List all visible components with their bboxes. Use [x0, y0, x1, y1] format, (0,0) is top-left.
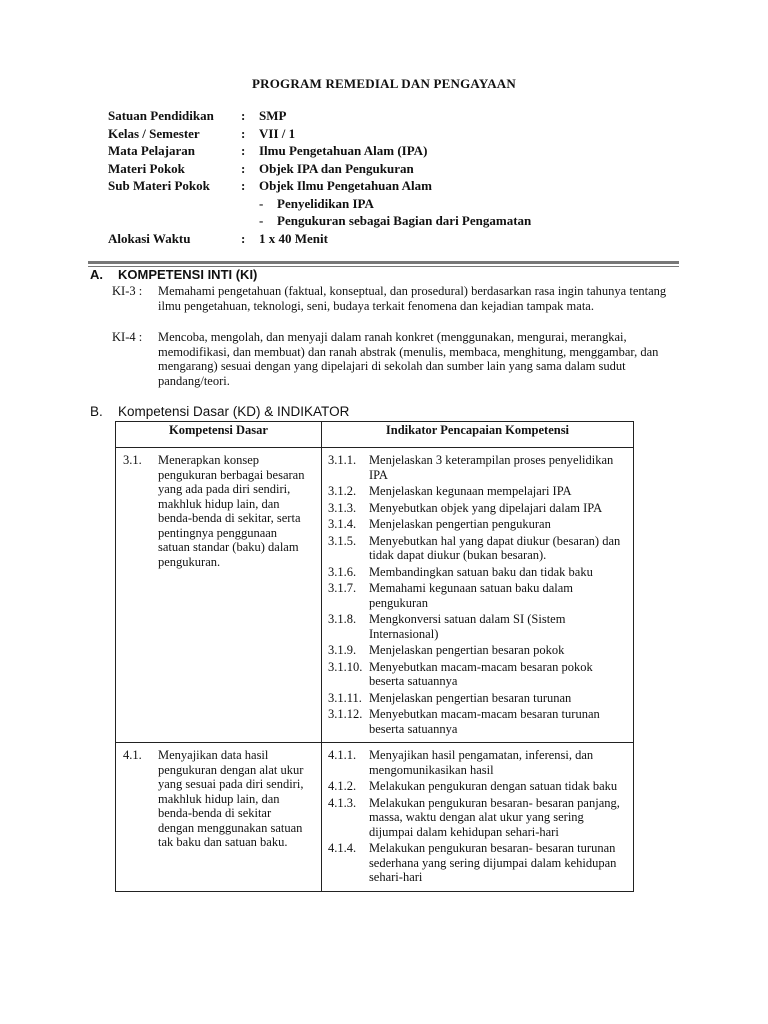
mapel-value: Ilmu Pengetahuan Alam (IPA) — [259, 143, 428, 158]
indicator-item — [328, 534, 628, 563]
indicator-text: Membandingkan satuan baku dan tidak baku — [368, 564, 593, 579]
kd-cell — [116, 743, 322, 892]
sub-materi-row — [108, 177, 531, 195]
table-row — [116, 743, 634, 892]
section-b-title: Kompetensi Dasar (KD) & INDIKATOR — [118, 404, 350, 419]
ki-3-item — [112, 284, 678, 313]
indicator-number: 3.1.12. — [327, 707, 363, 721]
ki-3-text: Memahami pengetahuan (faktual, konseptual, dan prosedural) berdasarkan rasa ingin tahunya tentang ilmu pengetahuan, teknologi, seni, budaya terkait fenomena dan kejadian tampak mata. — [158, 284, 667, 313]
colon: : — [241, 143, 246, 158]
indicator-item — [328, 612, 628, 641]
colon: : — [241, 160, 246, 176]
materi-row — [108, 160, 531, 178]
indicator-number: 4.1.2. — [327, 779, 357, 793]
indicator-item — [328, 581, 628, 610]
mapel-label: Mata Pelajaran — [108, 143, 196, 158]
section-b-heading — [90, 404, 349, 419]
indicator-number: 3.1.2. — [327, 484, 357, 498]
satuan-row — [108, 107, 531, 125]
indicator-text: Menjelaskan pengertian besaran pokok — [368, 643, 565, 657]
indicator-number: 4.1.1. — [327, 748, 357, 762]
divider-thick — [88, 261, 679, 264]
sub-materi-value: Objek Ilmu Pengetahuan Alam — [259, 178, 432, 193]
indicator-item — [328, 643, 628, 658]
indicator-item — [328, 501, 628, 516]
section-a-number: A. — [90, 267, 103, 282]
indicator-text: Menjelaskan 3 keterampilan proses penyelidikan IPA — [368, 453, 614, 482]
indicator-item — [328, 691, 628, 706]
indicator-number: 3.1.11. — [327, 690, 362, 705]
kelas-row — [108, 125, 531, 143]
ki-4-text: Mencoba, mengolah, dan menyaji dalam ranah konkret (menggunakan, mengurai, merangkai, memodifikasi, dan membuat) dan ranah abstrak (menulis, membaca, menghitung, menggambar, dan mengarang) sesuai dengan yang dipelajari di sekolah dan sumber lain yang sama dalam sudut pandang/teori. — [158, 330, 659, 389]
indicator-number: 3.1.4. — [327, 517, 357, 531]
indicator-number: 3.1.1. — [327, 453, 357, 467]
indicator-text: Menyebutkan hal yang dapat diukur (besaran) dan tidak dapat diukur (bukan besaran). — [368, 533, 621, 562]
indicator-item — [328, 484, 628, 499]
ki-3-code: KI-3 : — [112, 284, 143, 298]
indicator-text: Melakukan pengukuran besaran- besaran panjang, massa, waktu dengan alat ukur yang sering dijumpai dalam kehidupan sehari-hari — [368, 795, 620, 839]
kd-number: 3.1. — [123, 453, 142, 467]
indicator-item — [328, 565, 628, 580]
kd-text: Menerapkan konsep pengukuran berbagai besaran yang ada pada diri sendiri, makhluk hidup lain, dan benda-benda di sekitar, serta pentingnya penggunaan satuan standar (baku) dalam pengukuran. — [158, 453, 305, 569]
section-a-heading — [90, 267, 257, 282]
section-a-title: KOMPETENSI INTI (KI) — [118, 267, 258, 282]
indicator-item — [328, 779, 628, 794]
sub-materi-label: Sub Materi Pokok — [108, 178, 210, 193]
bullet-dash: - — [259, 195, 264, 211]
indicator-text: Melakukan pengukuran besaran- besaran turunan sederhana yang sering dijumpai dalam kehidupan sehari-hari — [368, 841, 617, 884]
kd-text: Menyajikan data hasil pengukuran dengan alat ukur yang sesuai pada diri sendiri, makhluk hidup lain, dan benda-benda di sekitar dengan menggunakan satuan tak baku dan satuan baku. — [158, 748, 304, 849]
ki-4-code: KI-4 : — [112, 330, 143, 344]
waktu-label: Alokasi Waktu — [108, 230, 191, 246]
indicator-text: Menjelaskan kegunaan mempelajari IPA — [368, 484, 572, 498]
indicator-text: Melakukan pengukuran dengan satuan tidak baku — [368, 779, 618, 793]
indicator-cell — [321, 448, 633, 743]
kd-indicator-table — [115, 421, 634, 892]
indicator-number: 3.1.9. — [327, 643, 357, 657]
indicator-text: Menyajikan hasil pengamatan, inferensi, dan mengomunikasikan hasil — [368, 748, 594, 777]
kd-number: 4.1. — [123, 748, 142, 762]
indicator-text: Menyebutkan macam-macam besaran pokok beserta satuannya — [368, 659, 593, 688]
indicator-text: Mengkonversi satuan dalam SI (Sistem Internasional) — [368, 612, 566, 641]
header-indikator: Indikator Pencapaian Kompetensi — [321, 422, 633, 448]
sub-item-row — [108, 195, 531, 213]
document-title: PROGRAM REMEDIAL DAN PENGAYAAN — [252, 76, 516, 91]
satuan-label: Satuan Pendidikan — [108, 108, 214, 123]
header-kompetensi-dasar: Kompetensi Dasar — [116, 422, 322, 448]
indicator-number: 4.1.4. — [327, 841, 357, 855]
indicator-item — [328, 517, 628, 532]
indicator-number: 3.1.6. — [327, 564, 357, 579]
indicator-number: 4.1.3. — [327, 795, 357, 810]
bullet-dash: - — [259, 213, 264, 228]
mapel-row — [108, 142, 531, 160]
colon: : — [241, 125, 246, 141]
materi-label: Materi Pokok — [108, 160, 185, 176]
indicator-text: Menjelaskan pengertian pengukuran — [368, 517, 551, 531]
kelas-label: Kelas / Semester — [108, 125, 200, 141]
indicator-number: 3.1.8. — [327, 612, 357, 626]
identity-block — [108, 107, 531, 247]
indicator-number: 3.1.7. — [327, 581, 357, 595]
colon: : — [241, 230, 246, 246]
kelas-value: VII / 1 — [259, 125, 296, 141]
colon: : — [241, 178, 246, 193]
indicator-text: Menjelaskan pengertian besaran turunan — [368, 690, 572, 705]
sub-item-row — [108, 212, 531, 230]
indicator-item — [328, 707, 628, 736]
indicator-item — [328, 660, 628, 689]
table-row — [116, 448, 634, 743]
indicator-text: Menyebutkan objek yang dipelajari dalam IPA — [368, 500, 603, 515]
table-header-row — [116, 422, 634, 448]
indicator-item — [328, 453, 628, 482]
sub-item: Penyelidikan IPA — [277, 195, 374, 211]
indicator-item — [328, 796, 628, 840]
sub-item: Pengukuran sebagai Bagian dari Pengamatan — [277, 213, 532, 228]
indicator-cell — [321, 743, 633, 892]
kd-cell — [116, 448, 322, 743]
indicator-text: Memahami kegunaan satuan baku dalam pengukuran — [368, 581, 574, 610]
ki-4-item — [112, 330, 678, 389]
colon: : — [241, 108, 246, 123]
waktu-row — [108, 230, 531, 248]
indicator-number: 3.1.3. — [327, 500, 357, 515]
section-b-number: B. — [90, 404, 103, 419]
indicator-number: 3.1.10. — [327, 659, 363, 674]
indicator-number: 3.1.5. — [327, 533, 357, 548]
indicator-item — [328, 841, 628, 885]
indicator-text: Menyebutkan macam-macam besaran turunan beserta satuannya — [368, 707, 600, 736]
materi-value: Objek IPA dan Pengukuran — [259, 160, 414, 176]
waktu-value: 1 x 40 Menit — [259, 230, 328, 246]
indicator-item — [328, 748, 628, 777]
satuan-value: SMP — [259, 108, 287, 123]
